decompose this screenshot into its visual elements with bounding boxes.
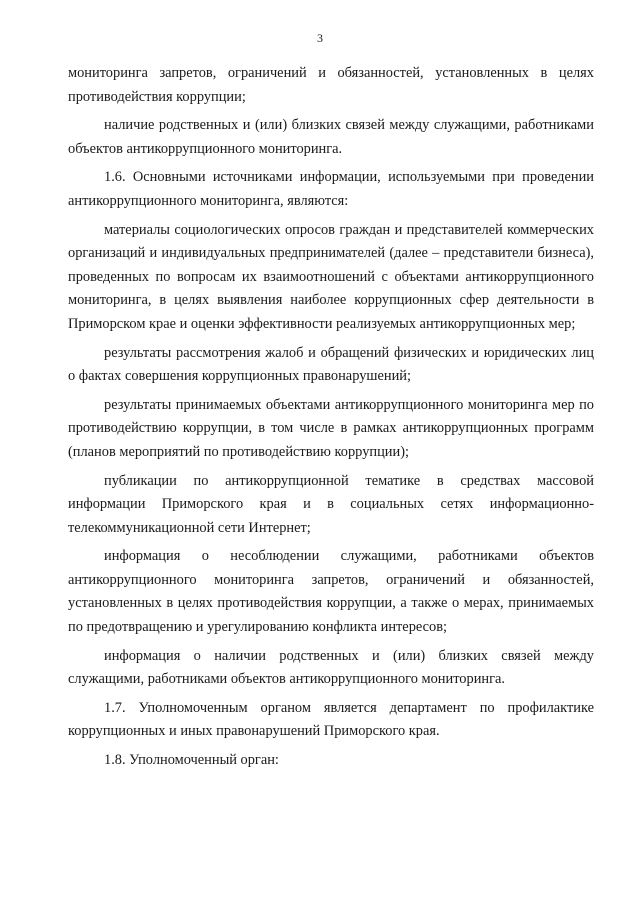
paragraph-publications: публикации по антикоррупционной тематике в средствах массовой информации Приморского края и в социальных сетях информационно-телекоммуникационной сети Интернет; — [68, 472, 594, 536]
paragraph-measures-results: результаты принимаемых объектами антикоррупционного мониторинга мер по противодействию коррупции, в том числе в рамках антикоррупционных программ (планов мероприятий по противодействию коррупции); — [68, 396, 594, 460]
paragraph-relatives-connections: наличие родственных и (или) близких связей между служащими, работниками объектов антикоррупционного мониторинга. — [68, 117, 594, 157]
paragraph-1-7-authorized-body: 1.7. Уполномоченным органом является департамент по профилактике коррупционных и иных правонарушений Приморского края. — [68, 699, 594, 740]
paragraph-complaints-results: результаты рассмотрения жалоб и обращений физических и юридических лиц о фактах совершения коррупционных правонарушений; — [68, 344, 594, 385]
paragraph-sociological-surveys: материалы социологических опросов граждан и представителей коммерческих организаций и индивидуальных предпринимателей (далее – представители бизнеса), проведенных по вопросам их взаимоотношений с объектами антикоррупционного мониторинга, в целях выявления наиболее коррупционных сфер деятельности в Приморском крае и оценки эффективности реализуемых антикоррупционных мер; — [68, 221, 594, 332]
paragraph-non-compliance-info: информация о несоблюдении служащими, работниками объектов антикоррупционного мониторинга запретов, ограничений и обязанностей, установленных в целях противодействия коррупции, а также о мерах, принимаемых по предотвращению и урегулированию конфликта интересов; — [68, 548, 594, 636]
page-number: 3 — [317, 31, 323, 45]
paragraph-continuation: мониторинга запретов, ограничений и обязанностей, установленных в целях противодействия коррупции; — [68, 65, 594, 105]
document-body — [68, 62, 594, 778]
paragraph-relatives-info: информация о наличии родственных и (или) близких связей между служащими, работниками объектов антикоррупционного мониторинга. — [68, 647, 594, 688]
paragraph-1-6-sources: 1.6. Основными источниками информации, используемыми при проведении антикоррупционного мониторинга, являются: — [68, 169, 594, 209]
paragraph-1-8-authorized-body: 1.8. Уполномоченный орган: — [104, 752, 279, 769]
